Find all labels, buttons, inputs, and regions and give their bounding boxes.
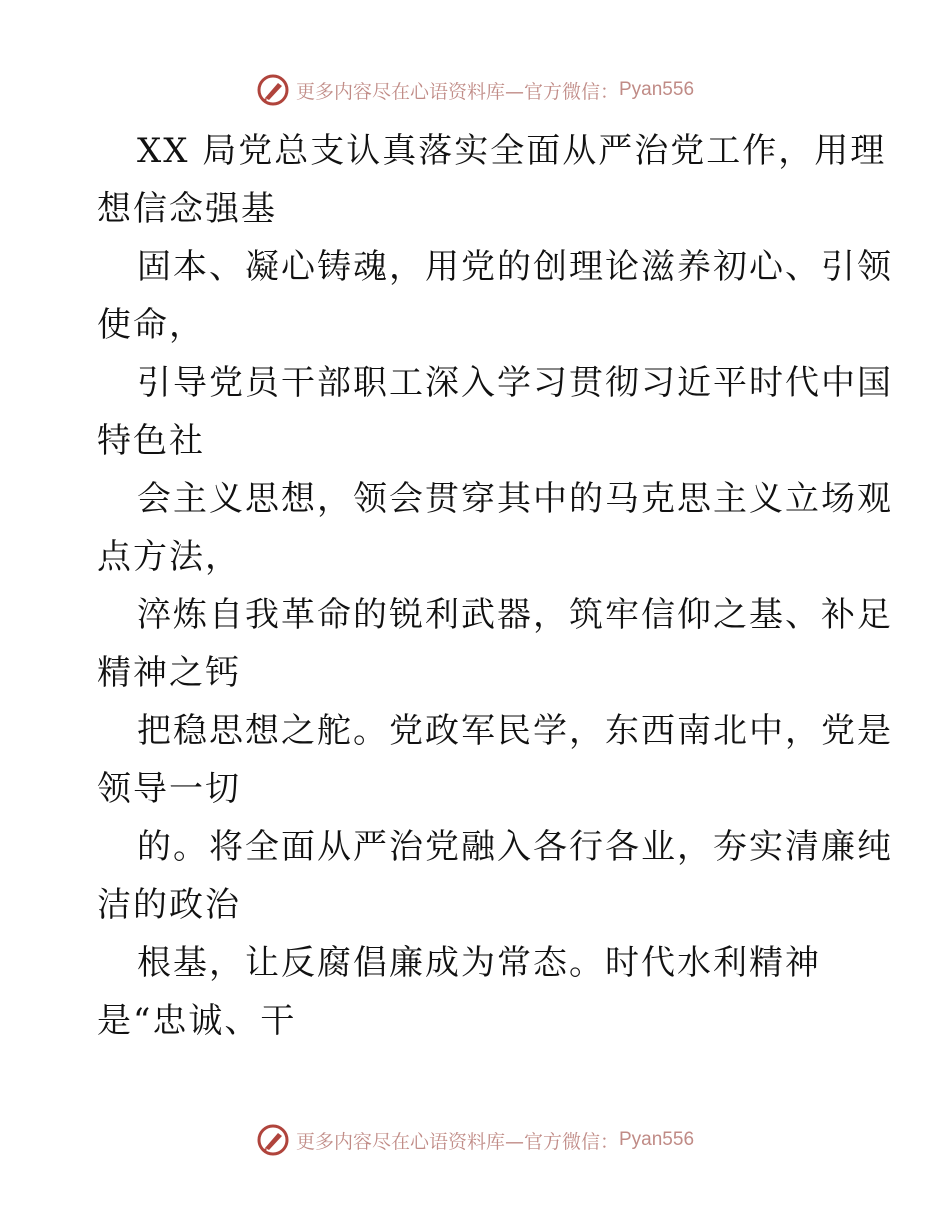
paragraph-line: 想信念强基 [97,189,277,229]
paragraph-line: 精神之钙 [97,653,241,693]
paragraph-line: 把稳思想之舵。党政军民学，东西南北中，党是 [137,711,893,751]
watermark-id: Pyan556 [619,1129,695,1150]
paragraph [97,122,887,238]
quill-pen-icon [256,1123,290,1157]
quill-pen-icon [256,73,290,107]
watermark-banner-top [0,70,950,110]
paragraph [97,586,893,702]
watermark-id: Pyan556 [619,79,695,100]
paragraph [97,354,893,470]
watermark-text: 更多内容尽在心语资料库—官方微信： [295,1130,619,1153]
paragraph [97,238,893,354]
paragraph [97,818,893,934]
paragraph-line: 会主义思想，领会贯穿其中的马克思主义立场观 [137,479,893,519]
paragraph [97,702,893,818]
paragraph [97,470,893,586]
paragraph [97,934,857,1050]
paragraph-line: 固本、凝心铸魂，用党的创理论滋养初心、引领 [137,247,893,287]
watermark-banner-bottom [0,1120,950,1160]
paragraph-line: 领导一切 [97,769,241,809]
paragraph-line: 淬炼自我革命的锐利武器，筑牢信仰之基、补足 [137,595,893,635]
paragraph-line: 特色社 [97,421,205,461]
paragraph-line: 使命， [97,305,205,345]
paragraph-line: 是“忠诚、干 [97,1001,297,1041]
paragraph-line: 根基，让反腐倡廉成为常态。时代水利精神 [137,943,821,983]
paragraph-line: 的。将全面从严治党融入各行各业，夯实清廉纯 [137,827,893,867]
paragraph-line: 点方法， [97,537,241,577]
watermark-text: 更多内容尽在心语资料库—官方微信： [295,80,619,103]
document-body [97,122,893,1050]
paragraph-line: 引导党员干部职工深入学习贯彻习近平时代中国 [137,363,893,403]
paragraph-line: XX 局党总支认真落实全面从严治党工作，用理 [137,131,887,171]
paragraph-line: 洁的政治 [97,885,241,925]
